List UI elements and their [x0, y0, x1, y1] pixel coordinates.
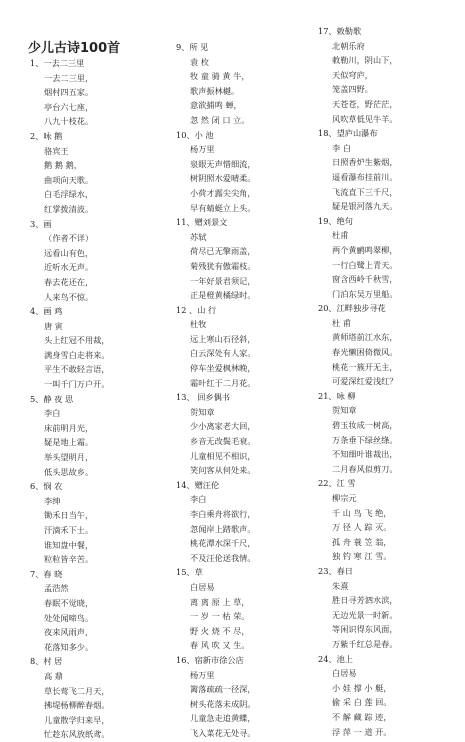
- poem-line: 拂堤杨柳醉春烟。: [44, 700, 110, 711]
- poem-heading: 13、 回乡偶书: [176, 392, 230, 403]
- poem-line: 独 钓 寒 江 雪。: [332, 551, 392, 562]
- poem-line: 菊残犹有傲霜枝。: [190, 260, 256, 271]
- poem-line: 李白乘舟将欲行，: [190, 509, 256, 519]
- poem-line: 荷尽已无擎雨盖，: [190, 246, 256, 257]
- poem-line: 平生不敢轻言语，: [44, 364, 110, 375]
- poem-heading: 4、画 鸡: [30, 306, 63, 317]
- poem-line: 小荷才露尖尖角，: [190, 187, 256, 198]
- poem-line: 处处闻啼鸟。: [44, 612, 94, 623]
- poem-line: 唐 寅: [44, 320, 63, 331]
- poem-line: 一叫千门万户开。: [44, 379, 110, 390]
- poem-line: 粒粒皆辛苦。: [44, 554, 94, 565]
- poem-line: 歌声振林樾。: [190, 85, 240, 96]
- poem-line: 乡音无改鬓毛衰。: [190, 436, 256, 447]
- poem-line: 夜来风雨声，: [44, 627, 94, 638]
- poem-line: 一行白鹭上青天。: [332, 259, 398, 270]
- poem-line: 正是橙黄橘绿时。: [190, 290, 256, 301]
- poem-line: 二月春风似剪刀。: [332, 463, 398, 474]
- poem-line: 白云深处有人家。: [190, 348, 256, 359]
- poem-line: 朱熹: [332, 580, 349, 591]
- poem-line: 苏轼: [190, 231, 207, 242]
- poem-line: 烟村四五家。: [44, 87, 94, 98]
- poem-line: 笑问客从何处来。: [190, 465, 256, 476]
- poem-heading: 7、春 晓: [30, 568, 63, 579]
- poem-heading: 16、宿新市徐公店: [176, 654, 244, 665]
- poem-line: 儿童相见不相识，: [190, 450, 256, 461]
- poem-heading: 23、春日: [318, 565, 353, 576]
- poem-line: 白居易: [332, 668, 357, 679]
- poem-line: 一去二三里，: [44, 72, 94, 83]
- poem-line: 飞流直下三千尺，: [332, 186, 398, 197]
- poem-line: 远上寒山石径斜，: [190, 333, 256, 344]
- poem-line: 偷 采 白 莲 回。: [332, 697, 392, 708]
- poem-line: 风吹草低见牛羊。: [332, 113, 398, 124]
- poem-line: 树阴照水爱晴柔。: [190, 173, 256, 184]
- document-title: 少儿古诗100首: [28, 41, 121, 56]
- poem-line: 不及汪伦送我情。: [190, 552, 256, 563]
- poem-line: 李 白: [332, 142, 351, 153]
- poem-line: 疑是地上霜。: [44, 437, 94, 448]
- poem-line: 胜日寻芳泗水滨，: [332, 595, 398, 606]
- poem-line: 杜牧: [190, 319, 207, 330]
- poem-heading: 24、池上: [318, 653, 353, 664]
- poem-line: 等闲识得东风面，: [332, 624, 398, 635]
- poem-line: 桃花一簇开无主，: [332, 361, 398, 372]
- poem-line: 忙趁东风放纸鸢。: [44, 729, 110, 740]
- poem-line: 黄师塔前江水东，: [332, 332, 398, 343]
- poem-line: 杨万里: [190, 669, 215, 680]
- poem-heading: 21、咏 柳: [318, 390, 356, 401]
- poem-line: 泉眼无声惜细流，: [190, 158, 256, 169]
- poem-line: 亭台六七座，: [44, 101, 94, 112]
- poem-heading: 17、敕勒歌: [318, 26, 362, 36]
- poem-line: 笼盖四野。: [332, 84, 373, 95]
- poem-heading: 1、一去二三里: [30, 58, 85, 68]
- poem-line: 浮 萍 一 道 开。: [332, 726, 392, 737]
- poem-line: 离 离 原 上 草，: [190, 596, 250, 607]
- poem-line: 万紫千红总是春。: [332, 638, 398, 649]
- poem-line: 不 解 藏 踪 迹，: [332, 711, 392, 722]
- poem-line: 春光懒困倚微风。: [332, 347, 398, 358]
- poem-heading: 12 、山 行: [176, 304, 217, 315]
- poem-line: 孟浩然: [44, 583, 69, 594]
- poem-line: 举头望明月，: [44, 452, 94, 463]
- poem-heading: 3、画: [30, 218, 52, 229]
- poem-line: 春去花还在，: [44, 276, 94, 287]
- poem-line: 篱落疏疏一径深，: [190, 684, 256, 695]
- poem-line: 杜甫: [332, 230, 349, 241]
- poem-line: 忽闻岸上踏歌声。: [190, 523, 256, 534]
- poem-line: 八九十枝花。: [44, 116, 94, 127]
- poem-line: 小 娃 撑 小 艇，: [332, 682, 392, 693]
- poem-line: 儿童散学归来早，: [44, 714, 110, 725]
- poem-line: 头上红冠不用裁，: [44, 335, 110, 346]
- poem-line: 白毛浮绿水，: [44, 189, 94, 200]
- poem-line: 春眠不觉晓，: [44, 597, 94, 608]
- poem-line: 儿童急走追黄蝶，: [190, 713, 256, 724]
- poem-column-left: [30, 56, 170, 742]
- poem-heading: 9、所 见: [176, 42, 209, 52]
- poem-line: 低头思故乡。: [44, 466, 94, 477]
- poem-line: 红掌拨清波。: [44, 203, 94, 214]
- poem-line: 北朝乐府: [332, 40, 365, 51]
- poem-line: 近听水无声。: [44, 262, 94, 273]
- poem-line: 李白: [190, 494, 207, 505]
- poem-line: 李绅: [44, 495, 61, 506]
- poem-heading: 20、江畔独步寻花: [318, 303, 386, 314]
- poem-line: 天苍苍，野茫茫，: [332, 98, 398, 109]
- poem-line: 碧玉妆成一树高，: [332, 420, 398, 431]
- poem-heading: 5、静 夜 思: [30, 393, 74, 404]
- poem-line: 骆宾王: [44, 145, 69, 156]
- poem-line: 停车坐爱枫林晚，: [190, 363, 256, 374]
- poem-line: 锄禾日当午，: [44, 510, 94, 521]
- poem-line: 人来鸟不惊。: [44, 291, 94, 302]
- poem-line: 汗滴禾下土。: [44, 525, 94, 535]
- poem-line: 杜 甫: [332, 317, 351, 328]
- poem-line: 可爱深红爱浅红？: [332, 376, 398, 387]
- poem-heading: 6、悯 农: [30, 481, 63, 492]
- poem-line: 鹅 鹅 鹅，: [44, 160, 82, 171]
- poem-line: 谁知盘中餐，: [44, 539, 94, 550]
- poem-line: 早有蜻蜓立上头。: [190, 202, 256, 213]
- poem-line: 门泊东吴万里船。: [332, 288, 398, 299]
- poem-heading: 19、绝句: [318, 215, 353, 226]
- poem-line: 意欲捕鸣 蝉，: [190, 100, 242, 111]
- poem-line: 牧 童 骑 黄 牛，: [190, 71, 250, 82]
- poem-line: 床前明月光，: [44, 422, 94, 433]
- poem-line: （作者不详）: [44, 233, 94, 244]
- poem-line: 不知细叶谁裁出，: [332, 449, 398, 460]
- poem-line: 花落知多少。: [44, 641, 94, 652]
- poem-column-middle: [176, 40, 316, 741]
- poem-line: 白居易: [190, 581, 215, 592]
- poem-line: 杨万里: [190, 144, 215, 155]
- poem-heading: 11、赠刘景文: [176, 217, 228, 228]
- poem-line: 千 山 鸟 飞 绝，: [332, 507, 392, 518]
- poem-line: 无边光景一时新。: [332, 609, 398, 620]
- poem-line: 遥看瀑布挂前川。: [332, 171, 398, 182]
- poem-heading: 18、望庐山瀑布: [318, 128, 378, 139]
- poem-line: 高 鼎: [44, 670, 63, 681]
- poem-line: 万 径 人 踪 灭。: [332, 522, 392, 533]
- poem-line: 少小离家老大回，: [190, 421, 256, 432]
- poem-line: 贺知章: [332, 405, 357, 416]
- poem-line: 霜叶红于二月花。: [190, 377, 256, 388]
- poem-heading: 10、小 池: [176, 129, 214, 140]
- poem-heading: 14、赠汪伦: [176, 479, 220, 490]
- poem-line: 袁 枚: [190, 56, 209, 67]
- poem-column-right: [318, 24, 458, 739]
- poem-line: 窗含西岭千秋雪，: [332, 274, 398, 285]
- poem-line: 一年好景君须记，: [190, 275, 256, 286]
- poem-line: 飞入菜花无处寻。: [190, 727, 256, 738]
- poem-line: 野 火 烧 不 尽，: [190, 625, 250, 636]
- poem-line: 曲项向天歌。: [44, 174, 94, 185]
- poem-line: 疑是银河落九天。: [332, 201, 398, 212]
- poem-heading: 2、咏 鹅: [30, 130, 63, 141]
- poem-line: 日照香炉生紫烟，: [332, 157, 398, 168]
- poem-line: 柳宗元: [332, 493, 357, 503]
- poem-line: 忽 然 闭 口 立。: [190, 114, 250, 125]
- poem-line: 万条垂下绿丝绦。: [332, 434, 398, 445]
- poem-line: 贺知章: [190, 406, 215, 417]
- poem-line: 天似穹庐，: [332, 69, 373, 80]
- poem-line: 桃花潭水深千尺，: [190, 538, 256, 549]
- poem-line: 满身雪白走将来。: [44, 349, 110, 360]
- poem-line: 两个黄鹂鸣翠柳，: [332, 244, 398, 255]
- poem-line: 孤 舟 蓑 笠 翁，: [332, 536, 392, 547]
- poem-line: 李白: [44, 408, 61, 419]
- poem-line: 远看山有色，: [44, 247, 94, 258]
- poem-line: 春 风 吹 又 生。: [190, 640, 250, 651]
- poem-line: 敕勒川，阴山下，: [332, 55, 398, 66]
- poem-heading: 15、草: [176, 567, 203, 578]
- poem-heading: 8、村 居: [30, 656, 63, 667]
- poem-line: 草长莺飞二月天，: [44, 685, 110, 696]
- poem-line: 树头花落未成阴。: [190, 698, 256, 709]
- poem-line: 一 岁 一 枯 荣。: [190, 611, 250, 622]
- poem-heading: 22、江 雪: [318, 478, 356, 489]
